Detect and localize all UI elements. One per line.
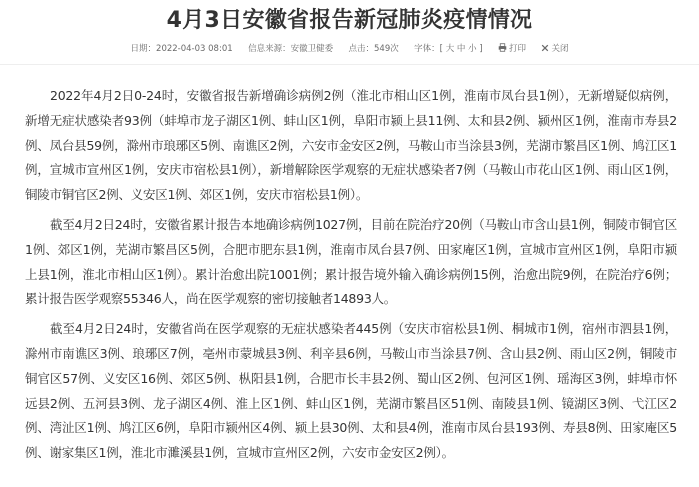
source-label: 信息来源：	[248, 44, 291, 54]
print-button[interactable]	[498, 44, 529, 54]
printer-icon	[498, 43, 507, 55]
date-value: 2022-04-03 08:01	[156, 44, 233, 54]
clicks-label: 点击：	[348, 44, 375, 54]
close-icon	[541, 43, 549, 55]
print-label: 打印	[509, 44, 527, 54]
article-body	[25, 84, 677, 466]
article-paragraph: 2022年4月2日0-24时，安徽省报告新增确诊病例2例（淮北市相山区1例，淮南市凤台县1例），无新增疑似病例，新增无症状感染者93例（蚌埠市龙子湖区1例、蚌山区1例，阜阳市颍上县11例、太和县2例、颍州区1例，淮南市寿县2例、凤台县59例，滁州市琅琊区5例、南谯区2例，六安市金安区2例，马鞍山市当涂县3例，芜湖市繁昌区1例、鸠江区1例，宣城市宣州区1例，安庆市宿松县1例），新增解除医学观察的无症状感染者7例（马鞍山市花山区1例、雨山区1例，铜陵市铜官区2例、义安区1例、郊区1例，安庆市宿松县1例）。	[25, 88, 677, 203]
font-size-selector[interactable]: [ 大 中 小 ]	[439, 44, 483, 54]
close-label: 关闭	[551, 44, 569, 54]
article-title: 4月3日安徽省报告新冠肺炎疫情情况	[166, 8, 533, 33]
date-label: 日期：	[130, 44, 157, 54]
source-value: 安徽卫健委	[290, 44, 334, 54]
close-button[interactable]	[541, 44, 568, 54]
article-meta-bar	[0, 43, 699, 55]
clicks-value: 549次	[374, 44, 399, 54]
article-paragraph: 截至4月2日24时，安徽省累计报告本地确诊病例1027例，目前在院治疗20例（马鞍山市含山县1例，铜陵市铜官区1例、郊区1例，芜湖市繁昌区5例，合肥市肥东县1例，淮南市凤台县7例、田家庵区1例，宣城市宣州区1例，阜阳市颍上县1例，淮北市相山区1例）。累计治愈出院1001例；累计报告境外输入确诊病例15例，治愈出院9例，在院治疗6例；累计报告医学观察55346人，尚在医学观察的密切接触者14893人。	[25, 216, 677, 307]
font-size-label: 字体：	[414, 44, 440, 54]
title-divider	[0, 64, 699, 65]
article-paragraph: 截至4月2日24时，安徽省尚在医学观察的无症状感染者445例（安庆市宿松县1例、桐城市1例，宿州市泗县1例，滁州市南谯区3例、琅琊区7例，亳州市蒙城县3例、利辛县6例，马鞍山市当涂县7例、含山县2例、雨山区2例，铜陵市铜官区57例、义安区16例、郊区5例、枞阳县1例，合肥市长丰县2例、蜀山区2例、包河区1例、瑶海区3例，蚌埠市怀远县2例、五河县3例、龙子湖区4例、淮上区1例、蚌山区1例，芜湖市繁昌区51例、南陵县1例、镜湖区3例、弋江区2例、湾沚区1例、鸠江区6例，阜阳市颍州区4例、颍上县30例、太和县4例，淮南市凤台县193例、寿县8例、田家庵区5例、谢家集区1例，淮北市濉溪县1例，宣城市宣州区2例，六安市金安区2例）。	[25, 321, 677, 461]
